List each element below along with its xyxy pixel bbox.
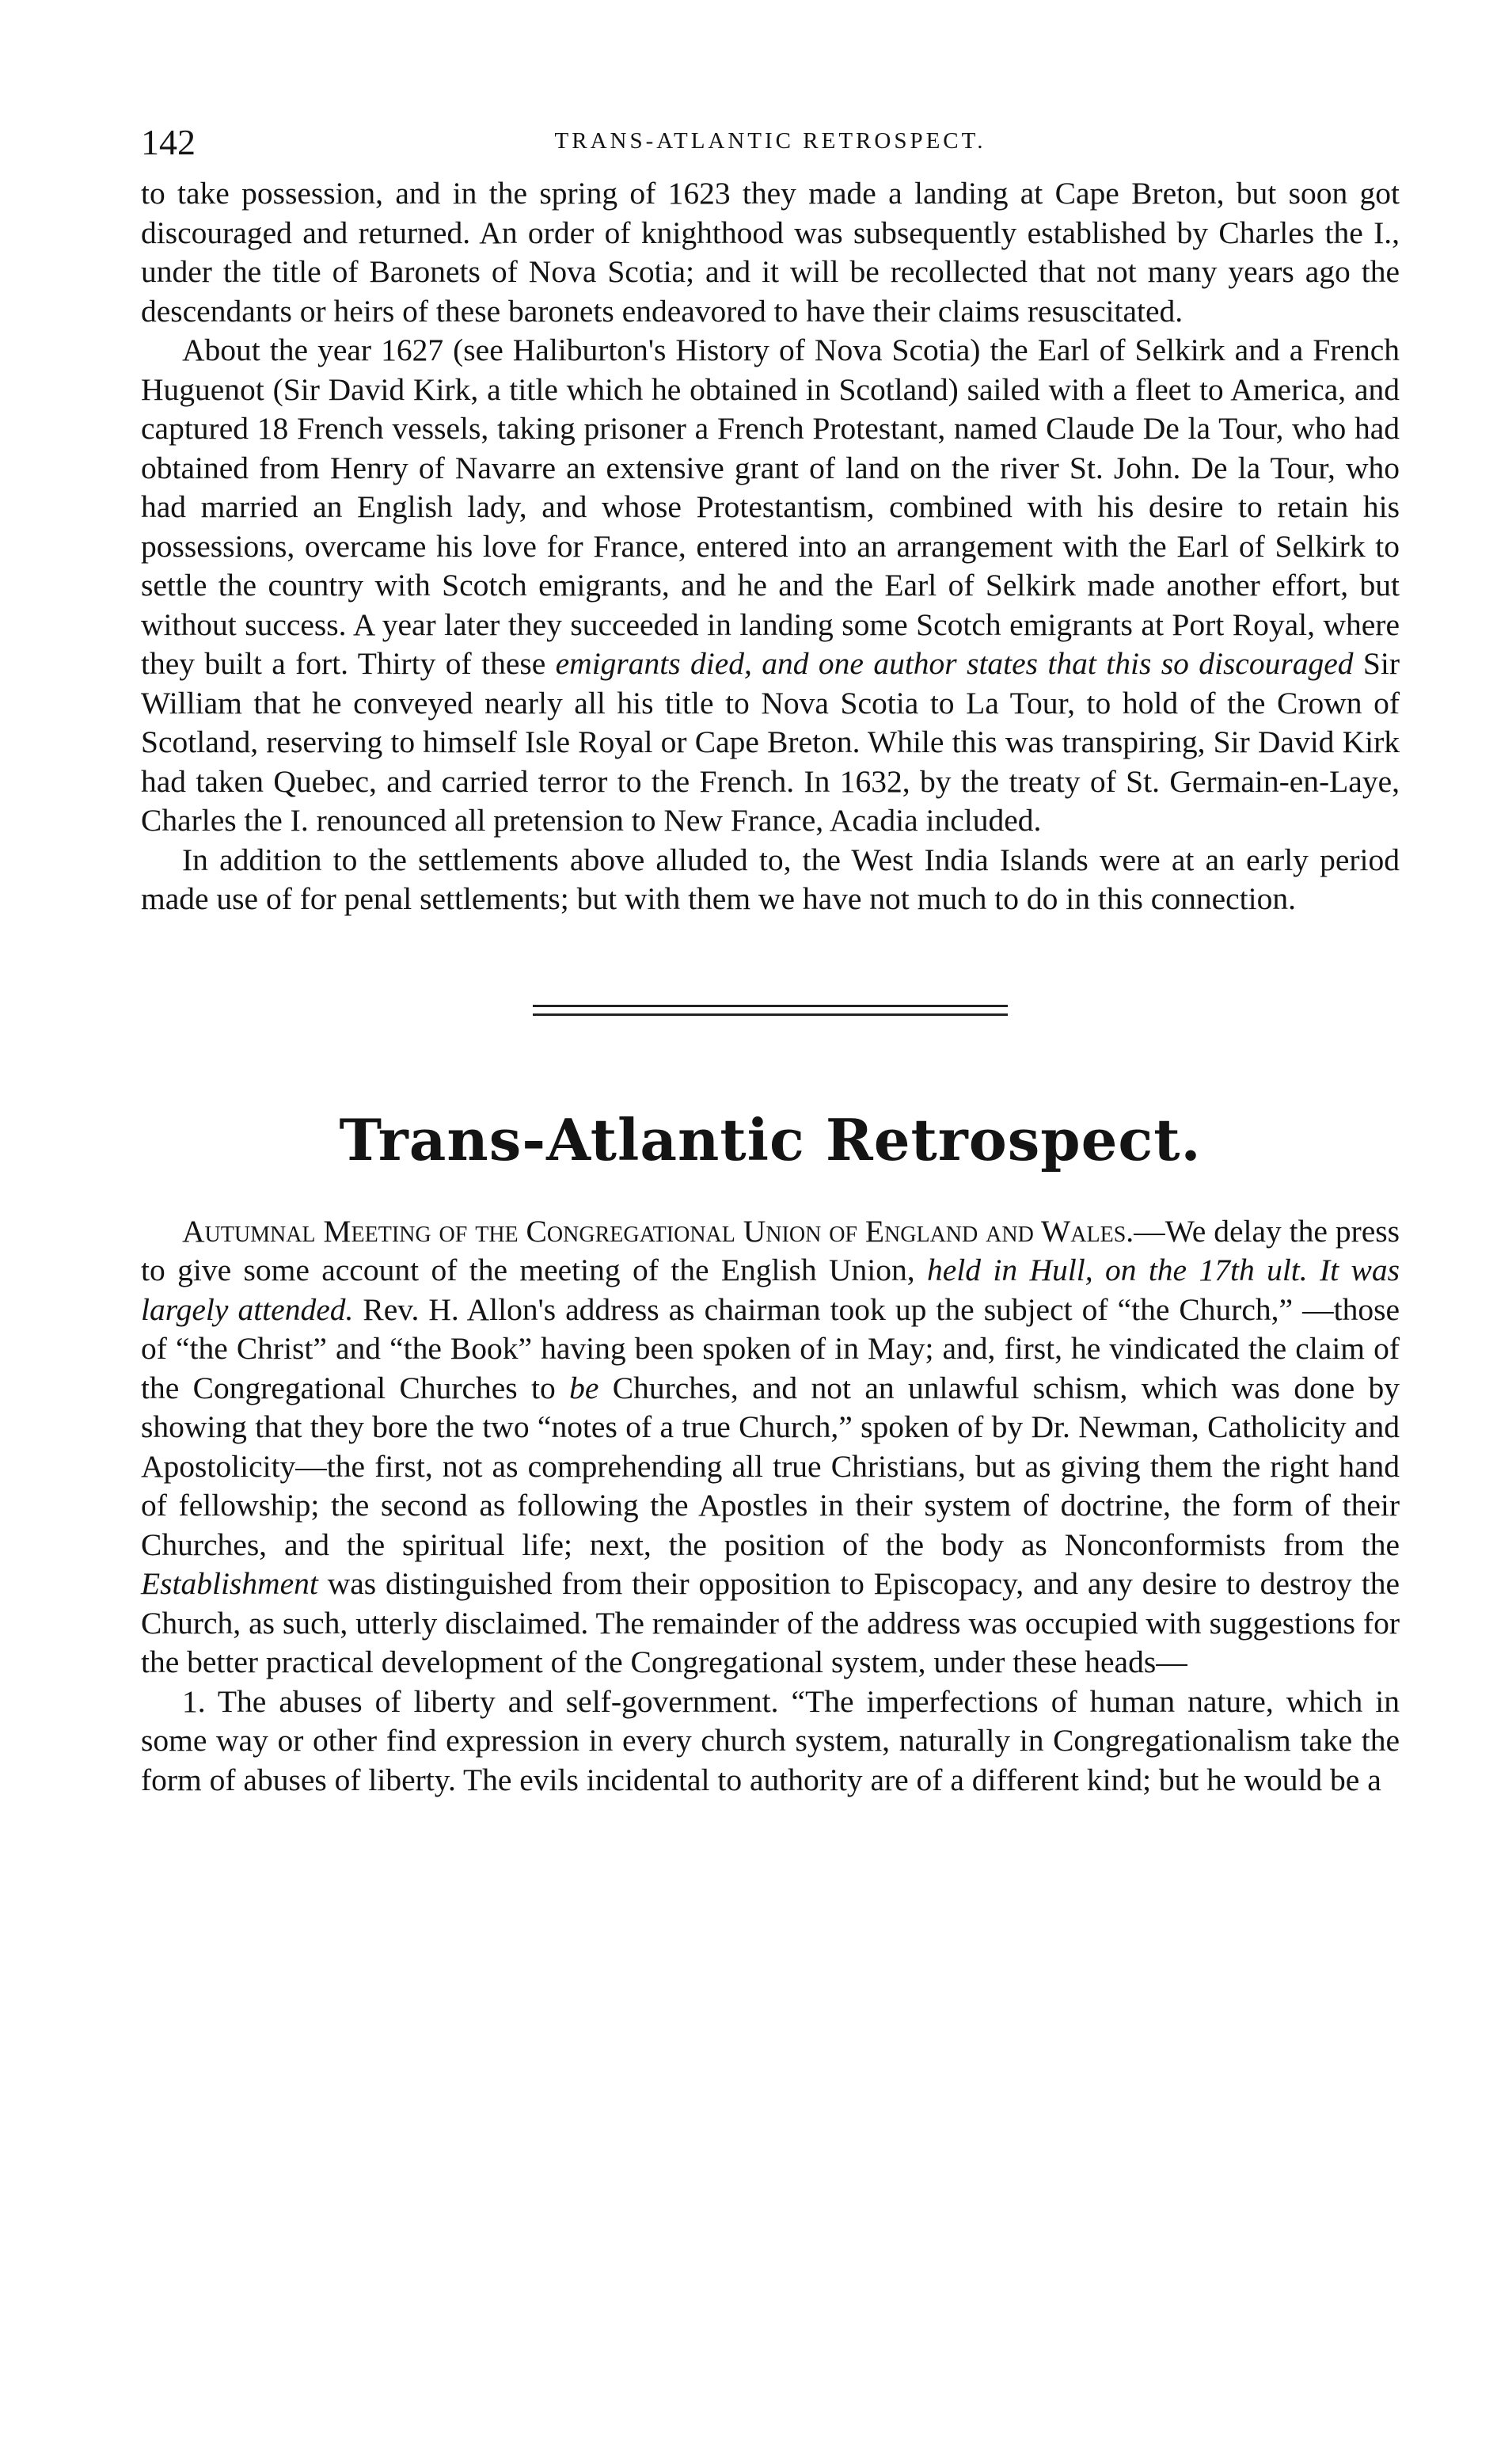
- italic-run: Establishment: [141, 1566, 318, 1601]
- paragraph: In addition to the settlements above alluded to, the West India Islands were at an early period made use of for penal settlements; but with them we have not much to do in this connection.: [141, 842, 1400, 916]
- section-lead: Autumnal Meeting of the Congregational Union of England and Wales.: [182, 1213, 1134, 1249]
- text-run: —We delay the press to give some account of the meeting of the English Union,: [141, 1213, 1400, 1287]
- divider-line: [533, 1005, 1008, 1007]
- text-run: was distinguished from their opposition to Episcopacy, and any desire to destroy the Church, as such, utterly disclaimed. The remainder of the address was occupied with suggestions for the better practical development of the Congregational system, under these heads—: [141, 1566, 1400, 1679]
- paragraph: 1. The abuses of liberty and self-government. “The imperfections of human nature, which in some way or other find expression in every church system, naturally in Congregationalism take the form of abuses of liberty. The evils incidental to authority are of a different kind; but he would be a: [141, 1683, 1400, 1797]
- italic-run: be: [569, 1370, 599, 1405]
- document-page: [141, 119, 1400, 1800]
- section-body: [141, 1212, 1400, 1800]
- paragraph: to take possession, and in the spring of 1623 they made a landing at Cape Breton, but soon got discouraged and returned. An order of knighthood was subsequently established by Charles the I., under the title of Baronets of Nova Scotia; and it will be recollected that not many years ago the descendants or heirs of these baronets endeavored to have their claims resuscitated.: [141, 176, 1400, 329]
- italic-run: held in Hull, on the 17th ult. It was largely attended.: [141, 1253, 1400, 1327]
- text-run: Sir William that he conveyed nearly all his title to Nova Scotia to La Tour, to hold of the Crown of Scotland, reserving to himself Isle Royal or Cape Breton. While this was transpiring, Sir David Kirk had taken Quebec, and carried terror to the French. In 1632, by the treaty of St. Germain-en-Laye, Charles the I. renounced all pretension to New France, Acadia included.: [141, 646, 1400, 838]
- section-title: Trans-Atlantic Retrospect.: [339, 1105, 1202, 1173]
- divider-line: [533, 1013, 1008, 1016]
- italic-run: emigrants died, and one author states that this so discouraged: [555, 646, 1354, 681]
- page-header: [141, 119, 1400, 174]
- paragraph: [141, 1212, 1400, 1683]
- text-run: About the year 1627 (see Haliburton's History of Nova Scotia) the Earl of Selkirk and a French Huguenot (Sir David Kirk, a title which he obtained in Scotland) sailed with a fleet to America, and captured 18 French vessels, taking prisoner a French Protestant, named Claude De la Tour, who had obtained from Henry of Navarre an extensive grant of land on the river St. John. De la Tour, who had married an English lady, and whose Protestantism, combined with his desire to retain his possessions, overcame his love for France, entered into an arrangement with the Earl of Selkirk to settle the country with Scotch emigrants, and he and the Earl of Selkirk made another effort, but without success. A year later they succeeded in landing some Scotch emigrants at Port Royal, where they built a fort. Thirty of these: [141, 333, 1400, 681]
- section-divider: [533, 1005, 1008, 1016]
- text-run: Churches, and not an unlawful schism, which was done by showing that they bore the two “notes of a true Church,” spoken of by Dr. Newman, Catholicity and Apostolicity—the first, not as comprehending all true Christians, but as giving them the right hand of fellowship; the second as following the Apostles in their system of doctrine, the form of their Churches, and the spiritual life; next, the position of the body as Nonconformists from the: [141, 1370, 1400, 1562]
- text-run: Rev. H. Allon's address as chairman took up the subject of “the Church,” —those of “the Christ” and “the Book” having been spoken of in May; and, first, he vindicated the claim of the Congregational Churches to: [141, 1291, 1400, 1405]
- page-number: 142: [141, 122, 196, 162]
- article-continued: [141, 174, 1400, 919]
- running-title: TRANS-ATLANTIC RETROSPECT.: [554, 128, 986, 154]
- paragraph: [141, 331, 1400, 841]
